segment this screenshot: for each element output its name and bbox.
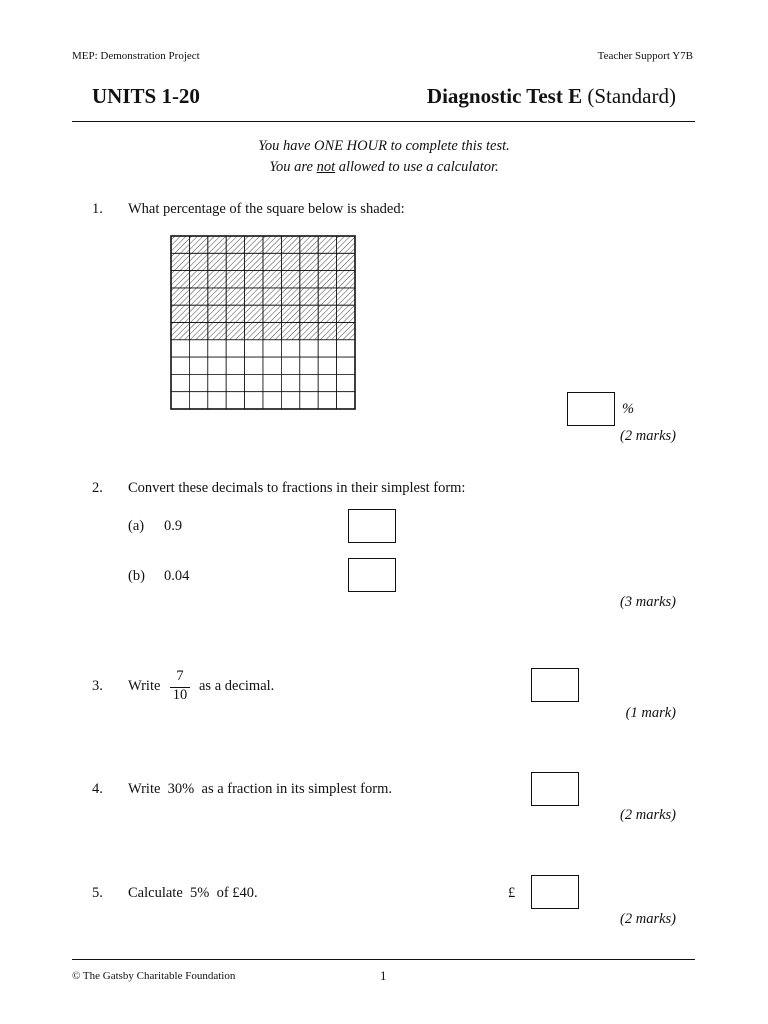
unshaded-cell [337,374,355,391]
q1-answer-box[interactable] [567,392,615,426]
unshaded-cell [189,374,207,391]
shaded-cell [300,288,318,305]
shaded-cell [300,253,318,270]
shaded-cell [263,236,281,253]
unshaded-cell [318,340,336,357]
shaded-cell [318,305,336,322]
q1-square-grid [170,235,356,410]
unshaded-cell [245,392,263,409]
shaded-cell [263,271,281,288]
shaded-cell [337,236,355,253]
q3-number: 3. [92,678,103,694]
unshaded-cell [208,340,226,357]
shaded-cell [226,288,244,305]
unshaded-cell [281,357,299,374]
q2b-label: (b) [128,568,145,584]
unshaded-cell [281,374,299,391]
q4-number: 4. [92,781,103,797]
units-title: UNITS 1-20 [92,84,200,108]
unshaded-cell [245,357,263,374]
shaded-cell [281,271,299,288]
shaded-cell [208,288,226,305]
unshaded-cell [318,392,336,409]
shaded-cell [208,271,226,288]
q2b-value: 0.04 [164,568,190,584]
shaded-cell [226,323,244,340]
shaded-cell [245,271,263,288]
q5-text: Calculate 5% of £40. [128,885,258,901]
unshaded-cell [300,357,318,374]
shaded-cell [226,271,244,288]
shaded-cell [189,236,207,253]
shaded-cell [318,253,336,270]
shaded-cell [263,288,281,305]
q3-text-pre: Write [128,678,161,694]
q1-text: What percentage of the square below is shaded: [128,201,405,217]
shaded-cell [281,323,299,340]
shaded-cell [281,236,299,253]
footer-rule [72,959,695,960]
shaded-cell [245,288,263,305]
shaded-cell [318,323,336,340]
shaded-cell [189,323,207,340]
shaded-cell [281,253,299,270]
shaded-cell [337,271,355,288]
shaded-cell [189,253,207,270]
unshaded-cell [337,392,355,409]
q3-text-post: as a decimal. [199,678,275,694]
unshaded-cell [337,340,355,357]
shaded-cell [208,253,226,270]
unshaded-cell [300,374,318,391]
test-name: Diagnostic Test E [426,84,583,108]
unshaded-cell [208,374,226,391]
shaded-cell [337,253,355,270]
q3-answer-box[interactable] [531,668,579,702]
shaded-cell [171,236,189,253]
unshaded-cell [189,340,207,357]
unshaded-cell [171,374,189,391]
shaded-cell [281,288,299,305]
unshaded-cell [263,392,281,409]
shaded-cell [171,271,189,288]
q2a-answer-box[interactable] [348,509,396,543]
instruction-calculator: You are not allowed to use a calculator. [269,159,499,175]
q4-text: Write 30% as a fraction in its simplest form. [128,781,392,797]
shaded-cell [337,305,355,322]
unshaded-cell [281,392,299,409]
test-title [427,84,676,109]
footer-copyright: © The Gatsby Charitable Foundation [72,970,236,982]
unshaded-cell [189,392,207,409]
unshaded-cell [226,357,244,374]
shaded-cell [208,305,226,322]
q3-numerator: 7 [176,668,184,684]
header-left: MEP: Demonstration Project [72,50,200,62]
q4-answer-box[interactable] [531,772,579,806]
unshaded-cell [226,392,244,409]
shaded-cell [189,288,207,305]
shaded-cell [245,305,263,322]
instruction-time: You have ONE HOUR to complete this test. [258,138,510,154]
q2b-answer-box[interactable] [348,558,396,592]
page-number: 1 [380,968,387,983]
q5-answer-box[interactable] [531,875,579,909]
test-level: (Standard) [587,84,676,108]
unshaded-cell [263,340,281,357]
unshaded-cell [171,392,189,409]
q1-number: 1. [92,201,103,217]
header-right: Teacher Support Y7B [597,50,693,62]
unshaded-cell [337,357,355,374]
shaded-cell [318,271,336,288]
shaded-cell [281,305,299,322]
shaded-cell [189,271,207,288]
unshaded-cell [208,357,226,374]
unshaded-cell [171,340,189,357]
unshaded-cell [263,357,281,374]
shaded-cell [318,236,336,253]
shaded-cell [245,236,263,253]
unshaded-cell [318,374,336,391]
shaded-cell [226,253,244,270]
q5-currency-symbol: £ [508,885,516,901]
shaded-cell [171,253,189,270]
shaded-cell [208,323,226,340]
shaded-cell [208,236,226,253]
unshaded-cell [226,374,244,391]
shaded-cell [226,305,244,322]
shaded-cell [263,305,281,322]
q5-marks: (2 marks) [620,911,676,927]
unshaded-cell [226,340,244,357]
unshaded-cell [263,374,281,391]
header-rule [72,121,695,122]
shaded-cell [300,305,318,322]
shaded-cell [171,288,189,305]
shaded-cell [300,271,318,288]
q1-percent-unit: % [622,401,635,417]
unshaded-cell [171,357,189,374]
unshaded-cell [281,340,299,357]
unshaded-cell [300,340,318,357]
shaded-cell [337,323,355,340]
q3-marks: (1 mark) [625,705,676,721]
shaded-cell [318,288,336,305]
unshaded-cell [245,374,263,391]
shaded-cell [263,323,281,340]
shaded-cell [245,253,263,270]
shaded-cell [263,253,281,270]
shaded-cell [300,323,318,340]
q4-marks: (2 marks) [620,807,676,823]
q2-number: 2. [92,480,103,496]
unshaded-cell [208,392,226,409]
unshaded-cell [300,392,318,409]
q2-text: Convert these decimals to fractions in their simplest form: [128,480,466,496]
unshaded-cell [245,340,263,357]
q3-denominator: 10 [172,687,188,703]
q2a-label: (a) [128,518,145,534]
q2a-value: 0.9 [164,518,183,534]
shaded-cell [300,236,318,253]
shaded-cell [245,323,263,340]
unshaded-cell [318,357,336,374]
shaded-cell [189,305,207,322]
shaded-cell [337,288,355,305]
shaded-cell [171,305,189,322]
q1-marks: (2 marks) [620,428,676,444]
shaded-cell [226,236,244,253]
q5-number: 5. [92,885,103,901]
q2-marks: (3 marks) [620,594,676,610]
shaded-cell [171,323,189,340]
q3-fraction [170,668,190,704]
unshaded-cell [189,357,207,374]
